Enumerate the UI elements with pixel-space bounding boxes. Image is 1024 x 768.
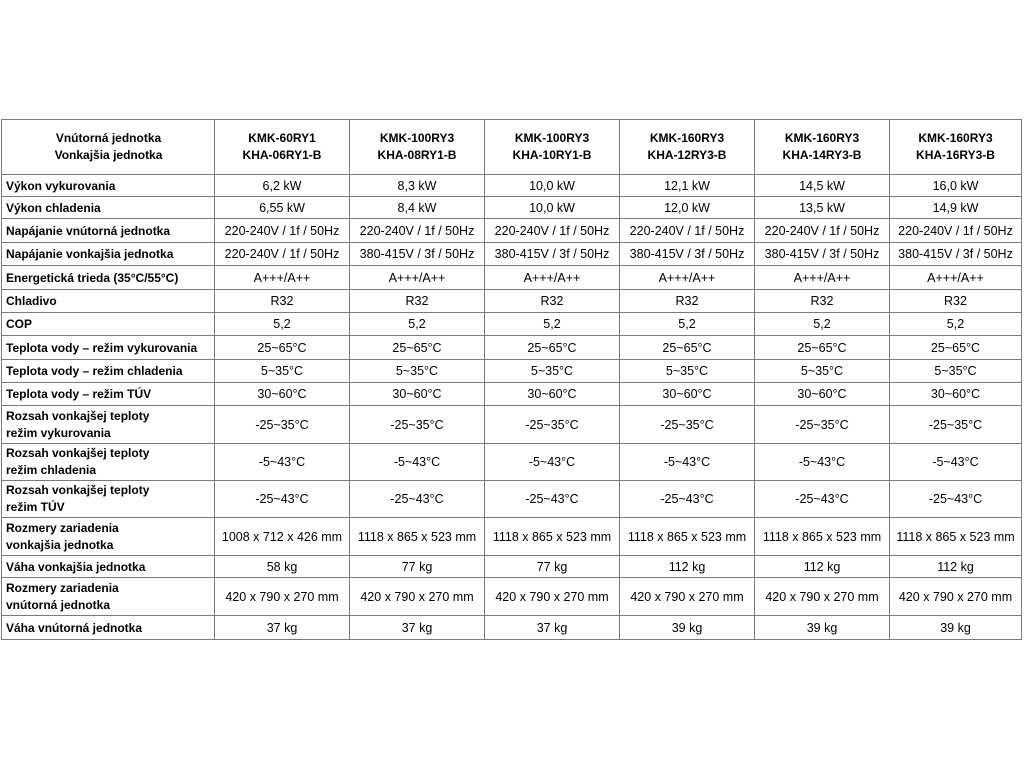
value-cell: 220-240V / 1f / 50Hz: [755, 219, 890, 243]
value-cell: 16,0 kW: [890, 175, 1022, 197]
row-label: Teplota vody – režim chladenia: [6, 364, 183, 378]
row-label: Výkon chladenia: [6, 200, 101, 215]
value-cell: -25~35°C: [350, 406, 485, 444]
value-cell: R32: [485, 290, 620, 313]
value-cell: 220-240V / 1f / 50Hz: [215, 219, 350, 243]
value-cell: 13,5 kW: [755, 197, 890, 219]
value-cell: R32: [620, 290, 755, 313]
row-label: Napájanie vonkajšia jednotka: [6, 247, 174, 261]
value-cell: -5~43°C: [215, 444, 350, 481]
value-cell: 1118 x 865 x 523 mm: [485, 518, 620, 556]
model-header-cell: [620, 120, 755, 175]
value-cell: 6,2 kW: [215, 175, 350, 197]
value-cell: -25~35°C: [755, 406, 890, 444]
row-label-cell: [2, 290, 215, 313]
value-cell: 420 x 790 x 270 mm: [350, 578, 485, 616]
value-cell: 5,2: [620, 313, 755, 336]
value-cell: 37 kg: [350, 616, 485, 640]
value-cell: -25~43°C: [620, 481, 755, 518]
model-header-cell: [890, 120, 1022, 175]
indoor-model: KMK-60RY1: [248, 131, 316, 145]
value-cell: -5~43°C: [485, 444, 620, 481]
outdoor-model: KHA-06RY1-B: [242, 148, 322, 162]
value-cell: 5~35°C: [215, 360, 350, 383]
table-row: [2, 518, 1022, 556]
outdoor-model: KHA-10RY1-B: [512, 148, 592, 162]
row-label-cell: [2, 383, 215, 406]
row-label: Energetická trieda (35°C/55°C): [6, 270, 179, 285]
value-cell: -25~43°C: [350, 481, 485, 518]
value-cell: 220-240V / 1f / 50Hz: [215, 243, 350, 266]
value-cell: 380-415V / 3f / 50Hz: [350, 243, 485, 266]
value-cell: -5~43°C: [350, 444, 485, 481]
row-label: Napájanie vnútorná jednotka: [6, 223, 171, 238]
value-cell: 30~60°C: [215, 383, 350, 406]
header-label-line2: Vonkajšia jednotka: [54, 148, 163, 162]
value-cell: -25~43°C: [215, 481, 350, 518]
value-cell: 25~65°C: [890, 336, 1022, 360]
value-cell: A+++/A++: [620, 266, 755, 290]
row-label-cell: [2, 556, 215, 578]
value-cell: 5,2: [755, 313, 890, 336]
value-cell: R32: [755, 290, 890, 313]
value-cell: 30~60°C: [620, 383, 755, 406]
value-cell: 12,1 kW: [620, 175, 755, 197]
value-cell: 380-415V / 3f / 50Hz: [485, 243, 620, 266]
row-label: Chladivo: [6, 294, 57, 308]
value-cell: 1118 x 865 x 523 mm: [890, 518, 1022, 556]
value-cell: 1118 x 865 x 523 mm: [350, 518, 485, 556]
value-cell: 1118 x 865 x 523 mm: [620, 518, 755, 556]
value-cell: 77 kg: [350, 556, 485, 578]
value-cell: 5,2: [350, 313, 485, 336]
row-label: Teplota vody – režim vykurovania: [6, 340, 198, 355]
value-cell: R32: [350, 290, 485, 313]
value-cell: 25~65°C: [755, 336, 890, 360]
table-row: [2, 266, 1022, 290]
table-row: [2, 481, 1022, 518]
value-cell: 5~35°C: [890, 360, 1022, 383]
row-label: Výkon vykurovania: [6, 178, 116, 193]
outdoor-model: KHA-08RY1-B: [377, 148, 457, 162]
value-cell: 112 kg: [890, 556, 1022, 578]
value-cell: 5,2: [215, 313, 350, 336]
value-cell: 5~35°C: [485, 360, 620, 383]
row-label-cell: [2, 616, 215, 640]
row-label: Rozmery zariadenia: [6, 520, 119, 535]
model-header-cell: [485, 120, 620, 175]
value-cell: 112 kg: [755, 556, 890, 578]
value-cell: 14,9 kW: [890, 197, 1022, 219]
model-header-cell: [755, 120, 890, 175]
value-cell: 380-415V / 3f / 50Hz: [620, 243, 755, 266]
value-cell: 39 kg: [890, 616, 1022, 640]
value-cell: 25~65°C: [485, 336, 620, 360]
table-row: [2, 444, 1022, 481]
table-row: [2, 578, 1022, 616]
value-cell: 37 kg: [215, 616, 350, 640]
value-cell: 25~65°C: [215, 336, 350, 360]
value-cell: 5~35°C: [350, 360, 485, 383]
value-cell: 8,3 kW: [350, 175, 485, 197]
value-cell: 30~60°C: [755, 383, 890, 406]
value-cell: A+++/A++: [350, 266, 485, 290]
outdoor-model: KHA-12RY3-B: [647, 148, 727, 162]
value-cell: -25~35°C: [890, 406, 1022, 444]
value-cell: -25~43°C: [755, 481, 890, 518]
table-row: [2, 243, 1022, 266]
value-cell: 420 x 790 x 270 mm: [890, 578, 1022, 616]
row-label-cell: [2, 578, 215, 616]
value-cell: A+++/A++: [890, 266, 1022, 290]
table-row: [2, 406, 1022, 444]
value-cell: -25~35°C: [485, 406, 620, 444]
value-cell: 220-240V / 1f / 50Hz: [890, 219, 1022, 243]
value-cell: 25~65°C: [350, 336, 485, 360]
value-cell: 58 kg: [215, 556, 350, 578]
value-cell: 14,5 kW: [755, 175, 890, 197]
row-label-cell: [2, 175, 215, 197]
indoor-model: KMK-160RY3: [784, 131, 860, 145]
value-cell: -25~43°C: [485, 481, 620, 518]
table-row: [2, 175, 1022, 197]
header-label-line1: Vnútorná jednotka: [55, 131, 162, 145]
value-cell: 12,0 kW: [620, 197, 755, 219]
row-label-cell: [2, 313, 215, 336]
value-cell: 30~60°C: [890, 383, 1022, 406]
table-row: [2, 313, 1022, 336]
value-cell: 30~60°C: [485, 383, 620, 406]
value-cell: 5,2: [485, 313, 620, 336]
header-row: [2, 120, 1022, 175]
row-label: Váha vnútorná jednotka: [6, 620, 143, 635]
row-label-cell: [2, 243, 215, 266]
value-cell: 5,2: [890, 313, 1022, 336]
value-cell: R32: [890, 290, 1022, 313]
value-cell: 30~60°C: [350, 383, 485, 406]
value-cell: 10,0 kW: [485, 197, 620, 219]
table-row: [2, 360, 1022, 383]
row-label-sub: režim TÚV: [6, 500, 65, 514]
value-cell: -25~35°C: [620, 406, 755, 444]
indoor-model: KMK-160RY3: [649, 131, 725, 145]
value-cell: A+++/A++: [485, 266, 620, 290]
table-row: [2, 383, 1022, 406]
outdoor-model: KHA-14RY3-B: [782, 148, 862, 162]
indoor-model: KMK-160RY3: [918, 131, 993, 145]
value-cell: 420 x 790 x 270 mm: [485, 578, 620, 616]
value-cell: -5~43°C: [620, 444, 755, 481]
row-label-cell: [2, 481, 215, 518]
row-label: Rozmery zariadenia: [6, 580, 119, 595]
table-row: [2, 219, 1022, 243]
row-label-cell: [2, 197, 215, 219]
value-cell: 39 kg: [755, 616, 890, 640]
value-cell: 420 x 790 x 270 mm: [620, 578, 755, 616]
value-cell: 1008 x 712 x 426 mm: [215, 518, 350, 556]
row-label-cell: [2, 444, 215, 481]
value-cell: 420 x 790 x 270 mm: [215, 578, 350, 616]
header-label-cell: [2, 120, 215, 175]
indoor-model: KMK-100RY3: [379, 131, 455, 145]
value-cell: 25~65°C: [620, 336, 755, 360]
row-label-sub: vnútorná jednotka: [6, 597, 111, 612]
row-label: Váha vonkajšia jednotka: [6, 559, 146, 574]
value-cell: -25~35°C: [215, 406, 350, 444]
table-row: [2, 197, 1022, 219]
value-cell: 112 kg: [620, 556, 755, 578]
table-row: [2, 336, 1022, 360]
value-cell: 37 kg: [485, 616, 620, 640]
value-cell: 10,0 kW: [485, 175, 620, 197]
value-cell: 420 x 790 x 270 mm: [755, 578, 890, 616]
table-row: [2, 616, 1022, 640]
spec-table: [1, 119, 1022, 640]
value-cell: 39 kg: [620, 616, 755, 640]
value-cell: A+++/A++: [215, 266, 350, 290]
row-label-cell: [2, 518, 215, 556]
row-label: Rozsah vonkajšej teploty: [6, 408, 150, 423]
model-header-cell: [350, 120, 485, 175]
row-label-cell: [2, 266, 215, 290]
model-header-cell: [215, 120, 350, 175]
value-cell: 5~35°C: [620, 360, 755, 383]
value-cell: 220-240V / 1f / 50Hz: [620, 219, 755, 243]
table-row: [2, 556, 1022, 578]
indoor-model: KMK-100RY3: [514, 131, 590, 145]
row-label-cell: [2, 219, 215, 243]
value-cell: 1118 x 865 x 523 mm: [755, 518, 890, 556]
row-label: COP: [6, 317, 33, 331]
row-label-cell: [2, 406, 215, 444]
row-label-sub: vonkajšia jednotka: [6, 537, 114, 552]
value-cell: 77 kg: [485, 556, 620, 578]
value-cell: 220-240V / 1f / 50Hz: [350, 219, 485, 243]
value-cell: A+++/A++: [755, 266, 890, 290]
value-cell: 5~35°C: [755, 360, 890, 383]
outdoor-model: KHA-16RY3-B: [916, 148, 995, 162]
row-label: Rozsah vonkajšej teploty: [6, 446, 150, 460]
spec-table-body: [2, 175, 1022, 640]
value-cell: -25~43°C: [890, 481, 1022, 518]
value-cell: 380-415V / 3f / 50Hz: [755, 243, 890, 266]
row-label-sub: režim chladenia: [6, 463, 97, 477]
value-cell: -5~43°C: [890, 444, 1022, 481]
row-label-cell: [2, 360, 215, 383]
value-cell: -5~43°C: [755, 444, 890, 481]
row-label: Teplota vody – režim TÚV: [6, 387, 152, 401]
row-label-sub: režim vykurovania: [6, 425, 111, 440]
table-row: [2, 290, 1022, 313]
row-label-cell: [2, 336, 215, 360]
value-cell: 8,4 kW: [350, 197, 485, 219]
value-cell: R32: [215, 290, 350, 313]
value-cell: 380-415V / 3f / 50Hz: [890, 243, 1022, 266]
row-label: Rozsah vonkajšej teploty: [6, 483, 150, 497]
value-cell: 6,55 kW: [215, 197, 350, 219]
value-cell: 220-240V / 1f / 50Hz: [485, 219, 620, 243]
